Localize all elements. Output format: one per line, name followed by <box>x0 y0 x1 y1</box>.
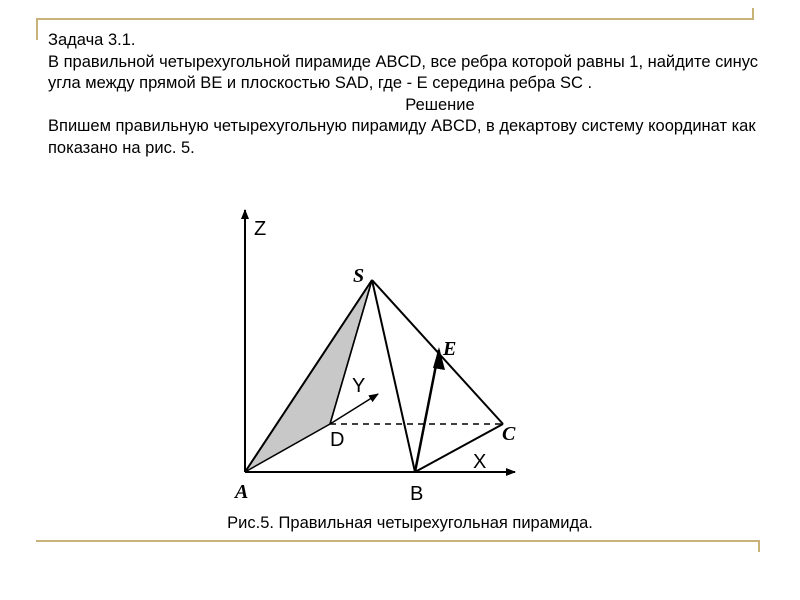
solution-heading: Решение <box>405 95 475 114</box>
figure-caption: Рис.5. Правильная четырехугольная пирамида. <box>227 514 593 532</box>
label-e: E <box>443 338 457 360</box>
label-x: X <box>473 451 487 473</box>
edge-bc <box>415 424 503 472</box>
label-y: Y <box>352 375 366 397</box>
task-title: Задача 3.1. <box>48 31 136 49</box>
label-s: S <box>353 265 365 287</box>
label-d: D <box>330 429 345 451</box>
edge-sb <box>372 280 415 472</box>
label-b: B <box>410 483 424 505</box>
label-z: Z <box>254 218 267 240</box>
solution-text: Впишем правильную четырехугольную пирамиду ABCD, в декартову систему координат как показано на рис. 5. <box>48 117 756 157</box>
task-statement: В правильной четырехугольной пирамиде ABCD, все ребра которой равны 1, найдите синус угла между прямой BE и плоскостью SAD, где - E середина ребра SC . <box>48 52 759 92</box>
label-c: C <box>502 423 516 445</box>
label-a: A <box>235 481 249 503</box>
